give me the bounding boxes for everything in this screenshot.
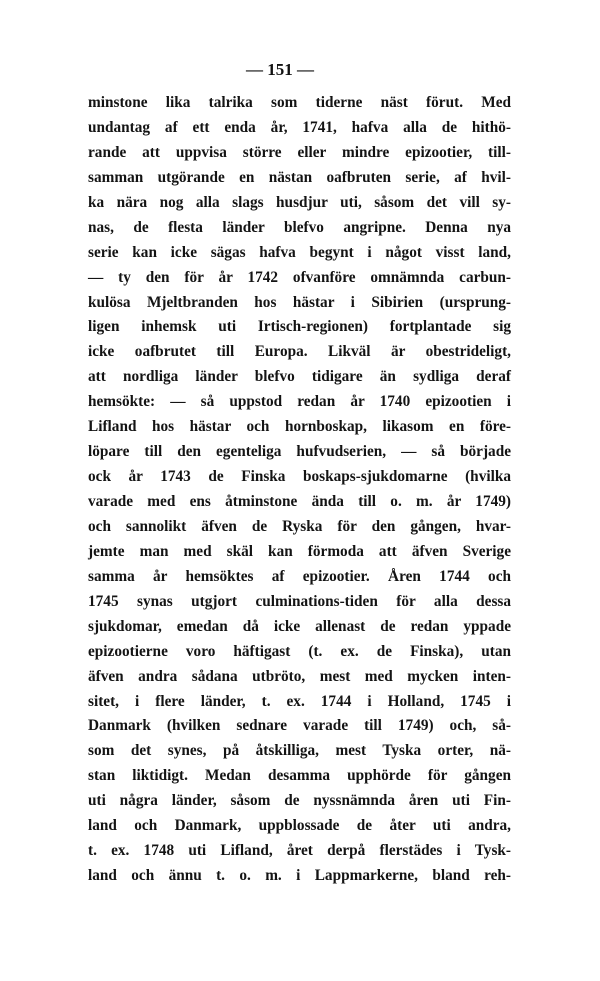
text-line: 1745 synas utgjort culminations-tiden för alla dessa	[88, 592, 511, 610]
text-line: löpare till den egenteliga hufvudserien, — så började	[88, 443, 511, 461]
text-line: sitet, i flere länder, t. ex. 1744 i Holland, 1745 i	[88, 692, 511, 710]
text-line: och sannolikt äfven de Ryska för den gången, hvar-	[88, 517, 511, 535]
text-line: samma år hemsöktes af epizootier. Åren 1744 och	[88, 567, 511, 585]
text-line: sjukdomar, emedan då icke allenast de redan yppade	[88, 617, 511, 635]
text-line: ock år 1743 de Finska boskaps-sjukdomarne (hvilka	[88, 468, 511, 486]
text-line: att nordliga länder blefvo tidigare än sydliga deraf	[88, 368, 511, 386]
text-line: land och Danmark, uppblossade de åter uti andra,	[88, 817, 511, 835]
text-line: Danmark (hvilken sednare varade till 1749) och, så-	[88, 717, 511, 735]
text-line: samman utgörande en nästan oafbruten serie, af hvil-	[88, 168, 511, 186]
text-line: ligen inhemsk uti Irtisch-regionen) fortplantade sig	[88, 318, 511, 336]
text-line: serie kan icke sägas hafva begynt i något visst land,	[88, 243, 511, 261]
text-line: varade med ens åtminstone ända till o. m. år 1749)	[88, 493, 511, 510]
text-line: kulösa Mjeltbranden hos hästar i Sibirien (ursprung-	[88, 293, 511, 311]
text-line: rande att uppvisa större eller mindre epizootier, till-	[88, 143, 511, 161]
text-line: äfven andra sådana utbröto, mest med mycken inten-	[88, 667, 511, 685]
body-text	[88, 91, 511, 889]
text-line: land och ännu t. o. m. i Lappmarkerne, bland reh-	[88, 867, 511, 885]
text-line: — ty den för år 1742 ofvanföre omnämnda carbun-	[88, 268, 511, 286]
text-line: undantag af ett enda år, 1741, hafva alla de hithö-	[88, 118, 511, 136]
text-line: som det synes, på åtskilliga, mest Tyska orter, nä-	[88, 742, 511, 760]
text-line: jemte man med skäl kan förmoda att äfven Sverige	[88, 542, 511, 560]
text-line: Lifland hos hästar och hornboskap, likasom en före-	[88, 418, 511, 436]
text-line: nas, de flesta länder blefvo angripne. Denna nya	[88, 218, 511, 236]
page-number: — 151 —	[246, 60, 314, 79]
text-line: ka nära nog alla slags husdjur uti, såsom det vill sy-	[88, 193, 511, 211]
text-line: t. ex. 1748 uti Lifland, året derpå flerstädes i Tysk-	[88, 842, 511, 860]
text-line: hemsökte: — så uppstod redan år 1740 epizootien i	[88, 393, 511, 411]
text-line: epizootierne voro häftigast (t. ex. de Finska), utan	[88, 642, 511, 660]
text-line: icke oafbrutet till Europa. Likväl är obestrideligt,	[88, 343, 511, 361]
text-line: uti några länder, såsom de nyssnämnda åren uti Fin-	[88, 792, 511, 810]
text-line: stan liktidigt. Medan desamma upphörde för gången	[88, 767, 511, 785]
text-line: minstone lika talrika som tiderne näst förut. Med	[88, 94, 511, 111]
